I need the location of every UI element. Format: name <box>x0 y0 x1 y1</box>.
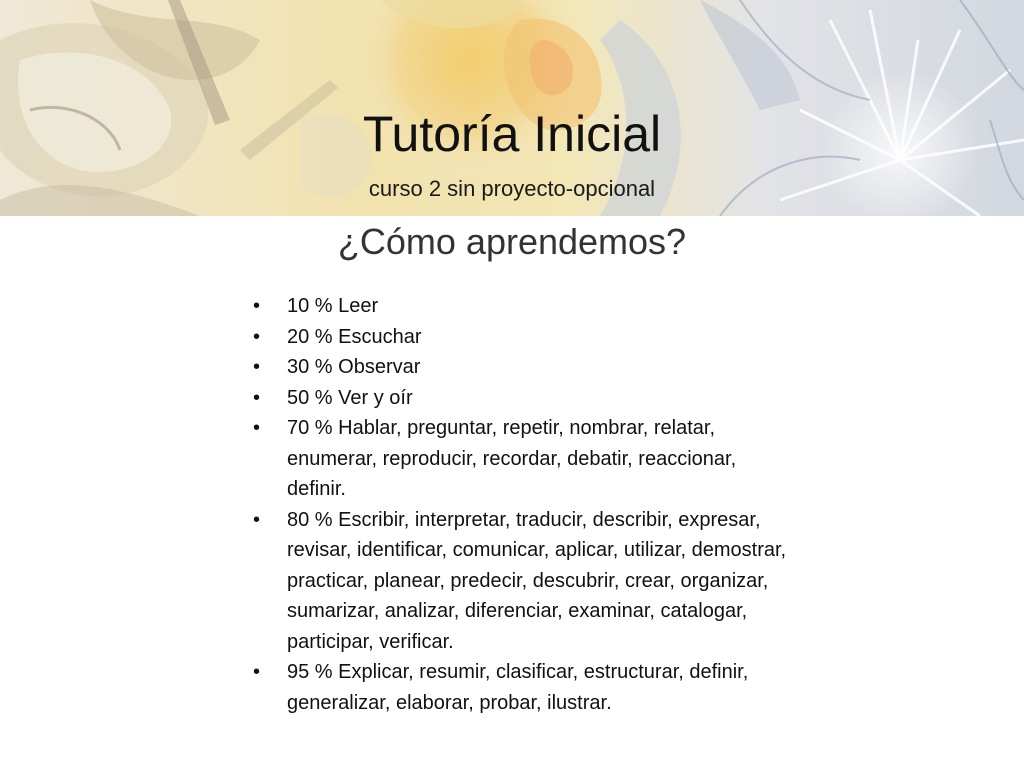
list-item-text: 30 % Observar <box>287 356 421 378</box>
bullet-icon: • <box>253 295 261 317</box>
list-item <box>253 291 793 322</box>
list-item <box>253 352 793 383</box>
list-item-text: 20 % Escuchar <box>287 325 422 348</box>
slide-subtitle: curso 2 sin proyecto-opcional <box>368 176 656 201</box>
bullet-icon: • <box>253 661 261 683</box>
slide-question-heading: ¿Cómo aprendemos? <box>337 221 687 262</box>
list-item <box>253 383 793 414</box>
list-item-text: 70 % Hablar, preguntar, repetir, nombrar, relatar, enumerar, reproducir, recordar, debatir, reaccionar, definir. <box>287 417 737 500</box>
learning-percentages-list <box>253 291 793 718</box>
list-item <box>253 413 793 505</box>
bullet-icon: • <box>253 508 261 531</box>
bullet-icon: • <box>253 325 261 348</box>
list-item <box>253 657 793 718</box>
list-item-text: 80 % Escribir, interpretar, traducir, describir, expresar, revisar, identificar, comunicar, aplicar, utilizar, demostrar, practicar, planear, predecir, descubrir, crear, organizar, sumarizar, analizar, diferenciar, examinar, catalogar, participar, verificar. <box>287 508 787 653</box>
bullet-icon: • <box>253 417 261 439</box>
bullet-icon: • <box>253 386 261 409</box>
list-item <box>253 505 793 658</box>
list-item-text: 10 % Leer <box>287 295 379 317</box>
bullet-icon: • <box>253 356 261 378</box>
list-item-text: 95 % Explicar, resumir, clasificar, estructurar, definir, generalizar, elaborar, probar, ilustrar. <box>287 661 749 714</box>
list-item-text: 50 % Ver y oír <box>287 386 413 409</box>
slide-title: Tutoría Inicial <box>362 106 662 162</box>
list-item <box>253 322 793 353</box>
